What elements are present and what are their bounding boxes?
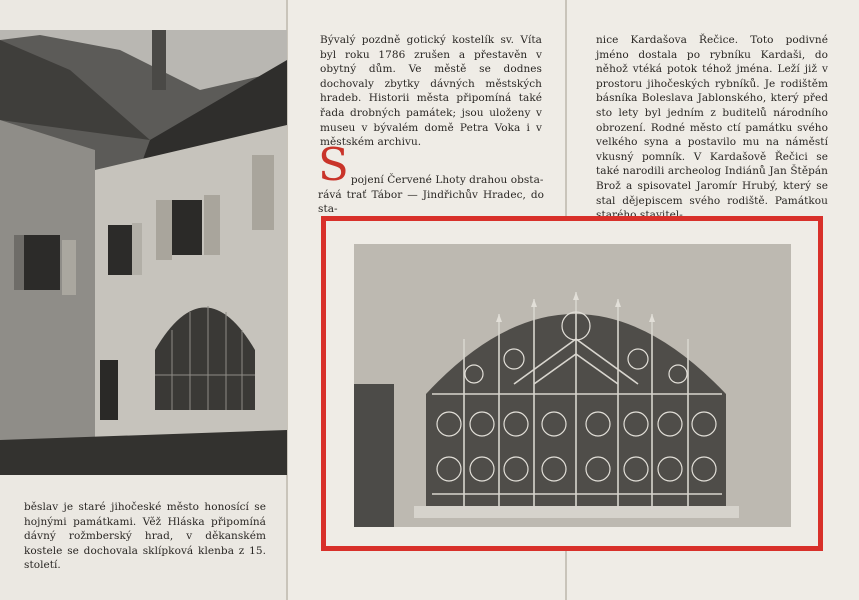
dropcap-line: pojení Červené Lhoty drahou obsta- (350, 174, 544, 186)
courtyard-photo-icon (0, 30, 287, 475)
middle-column-text-dropcap (318, 138, 544, 217)
dropcap-rest: rává trať Tábor — Jindřichův Hradec, do sta- (318, 188, 544, 216)
courtyard-photo (0, 30, 287, 475)
middle-column-text-top (320, 33, 542, 150)
left-column-text (24, 500, 266, 573)
middle-paragraph-top: Bývalý pozdně gotický kostelík sv. Víta byl roku 1786 zrušen a přestavěn v obytný dům. Ve městě se dodnes dochovaly zbytky dávných městských hradeb. Historii města připomíná také řada drobných památek; jsou uloženy v museu v bývalém domě Petra Voka i v městském archivu. (320, 34, 542, 149)
right-column-text (596, 33, 828, 223)
wrought-iron-grille-icon (354, 244, 791, 527)
dropcap-letter: S (318, 138, 349, 191)
left-paragraph: běslav je staré jihočeské město honosící se hojnými památkami. Věž Hláska připomíná dávný rožmberský hrad, v děkanském kostele se dochovala sklípková klenba z 15. století. (24, 501, 266, 572)
iron-grille-photo (354, 244, 791, 527)
right-paragraph: nice Kardašova Řečice. Toto podivné jméno dostala po rybníku Kardaši, do něhož vtéká potok téhož jména. Leží již v prostoru jihočeských rybníků. Je rodištěm básníka Boleslava Jablonského, který před sto lety byl jedním z buditelů národního obrození. Rodné město ctí památku svého velkého syna a postavilo mu na náměstí vkusný pomník. V Kardašově Řečici se také narodili archeolog Indiánů Jan Štěpán Brož a spisovatel Jaromír Hrubý, který se stal dějepiscem svého rodiště. Památkou (596, 34, 828, 207)
